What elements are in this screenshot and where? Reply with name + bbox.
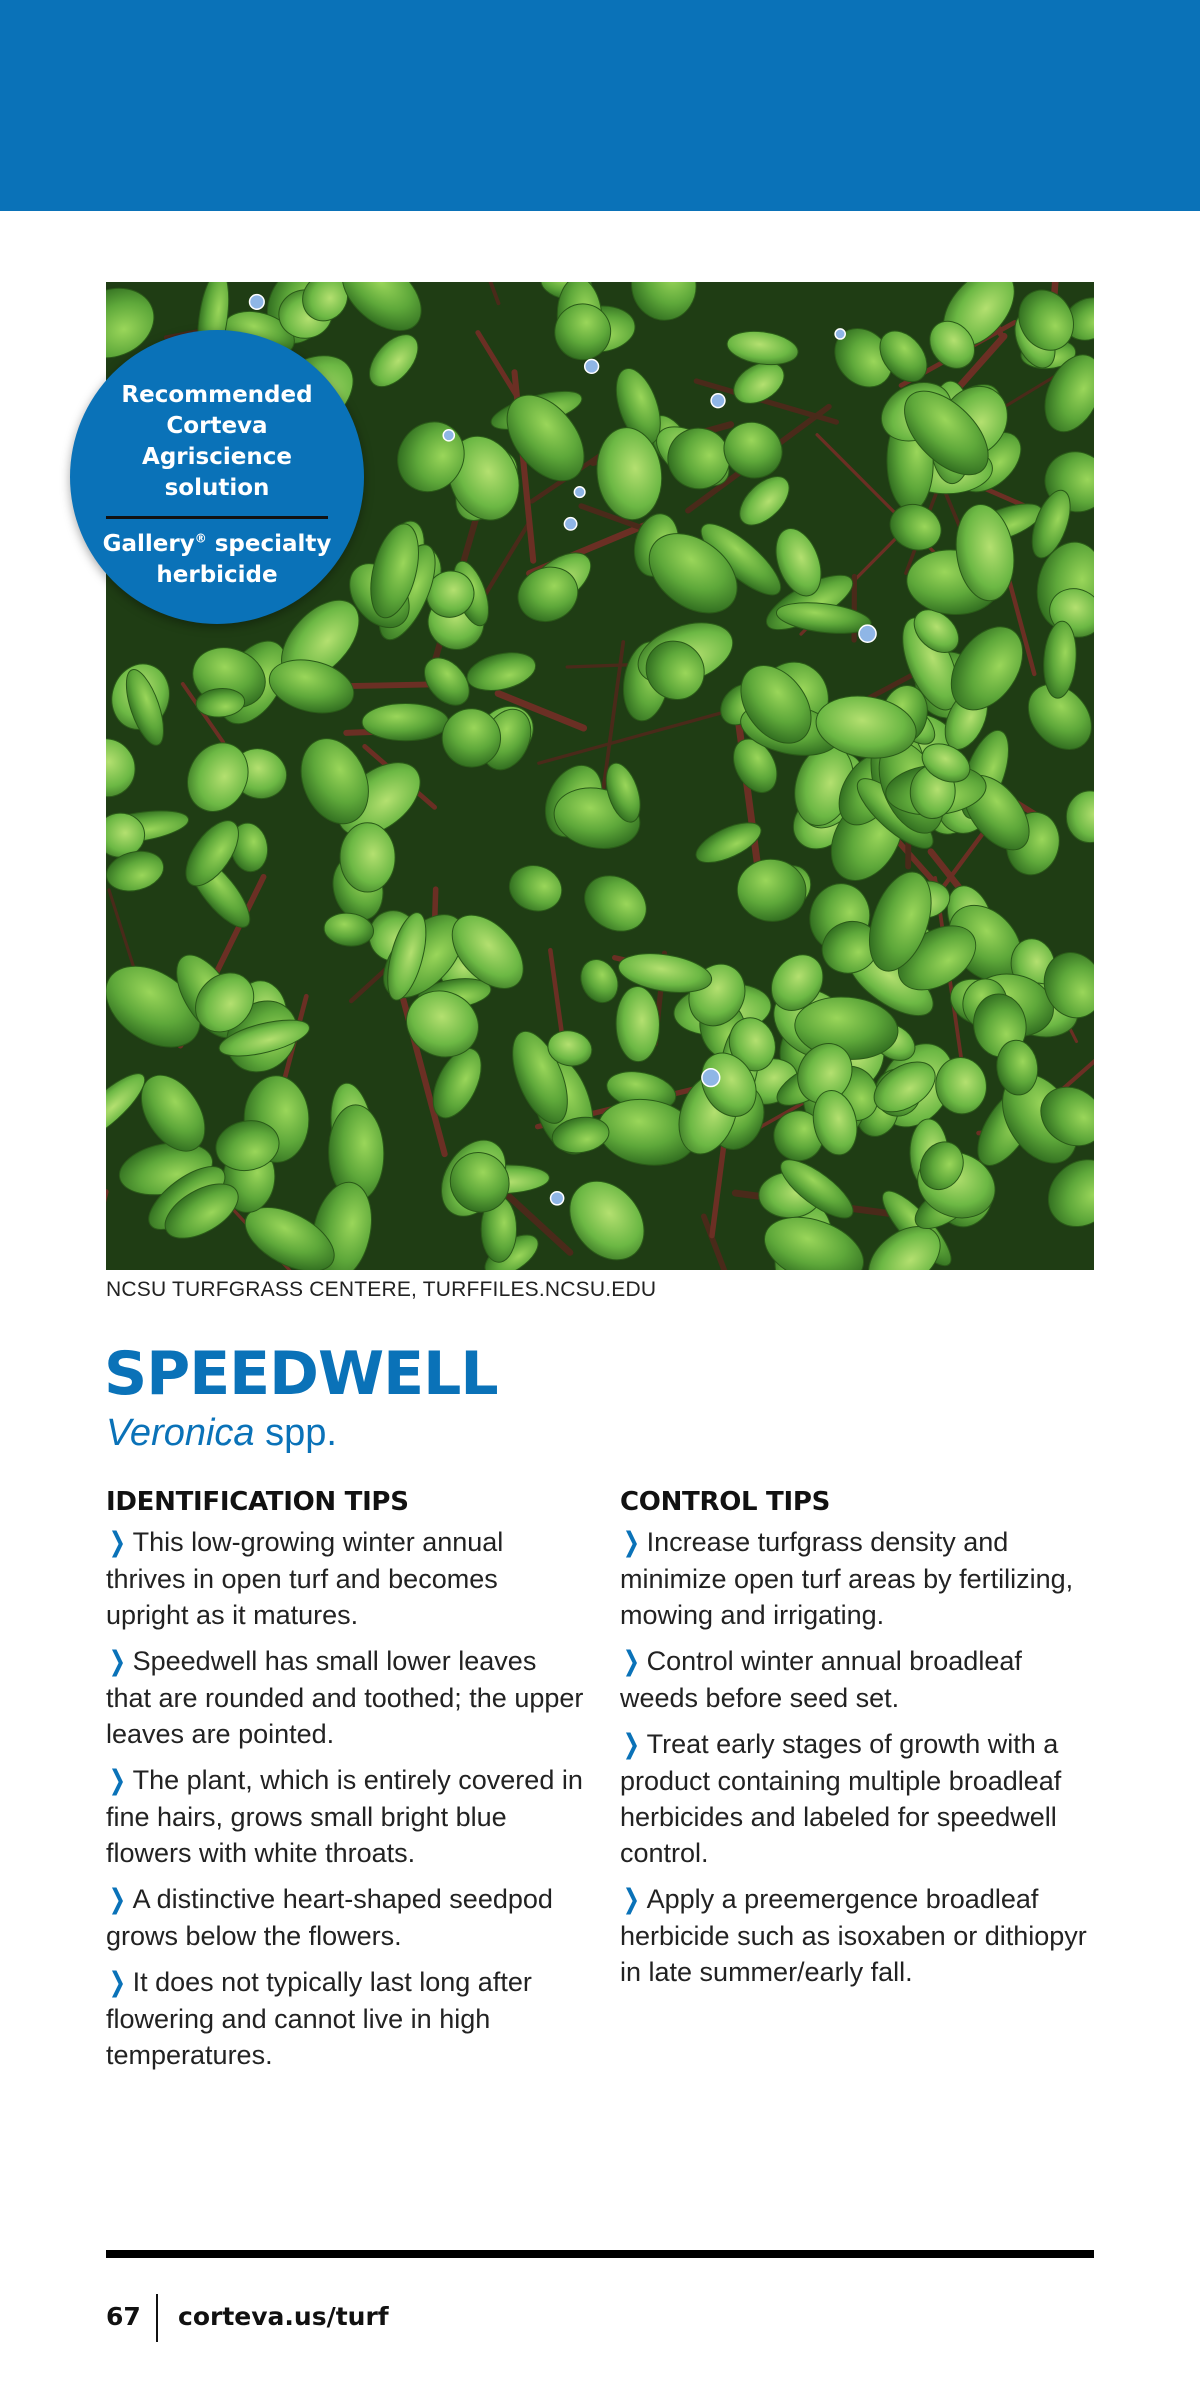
identification-tip-text: Speedwell has small lower leaves that are rounded and toothed; the upper leaves are pointed. (106, 1646, 584, 1749)
chevron-right-icon: ❯ (108, 1527, 126, 1558)
recommended-solution-badge (70, 330, 364, 624)
leaf-shape (340, 823, 395, 892)
genus-name: Veronica (106, 1412, 255, 1454)
flower-shape (443, 430, 454, 441)
control-tip-text: Increase turfgrass density and minimize open turf areas by fertilizing, mowing and irrigating. (620, 1527, 1074, 1630)
identification-tip (106, 1762, 586, 1871)
species-name: spp. (254, 1412, 337, 1454)
identification-tips-section (106, 1484, 586, 2083)
flower-shape (250, 295, 265, 310)
chevron-right-icon: ❯ (108, 1646, 126, 1677)
top-banner (0, 0, 1200, 211)
page-number: 67 (106, 2302, 141, 2331)
control-tips-section (620, 1484, 1100, 2000)
badge-divider (106, 516, 328, 519)
chevron-right-icon: ❯ (622, 1646, 640, 1677)
flower-shape (835, 329, 845, 339)
control-tip-text: Treat early stages of growth with a product containing multiple broadleaf herbicides and labeled for speedwell control. (620, 1729, 1062, 1868)
footer-divider (106, 2250, 1094, 2258)
control-tip (620, 1726, 1100, 1871)
control-tips-heading: CONTROL TIPS (620, 1487, 831, 1517)
badge-product (102, 529, 332, 591)
chevron-right-icon: ❯ (622, 1884, 640, 1915)
flower-shape (585, 359, 599, 373)
leaf-shape (362, 704, 448, 741)
identification-tip-text: It does not typically last long after flowering and cannot live in high temperatures. (106, 1967, 532, 2070)
flower-shape (574, 487, 585, 498)
footer-separator (156, 2294, 158, 2342)
badge-trademark: ® (194, 531, 207, 546)
identification-tip (106, 1524, 586, 1633)
identification-tip (106, 1881, 586, 1954)
control-tip-text: Apply a preemergence broadleaf herbicide such as isoxaben or dithiopyr in late summer/early fall. (620, 1884, 1087, 1987)
chevron-right-icon: ❯ (108, 1967, 126, 1998)
photo-credit: NCSU TURFGRASS CENTERE, TURFFILES.NCSU.EDU (106, 1278, 657, 1301)
badge-product-name: Gallery (102, 531, 195, 557)
flower-shape (564, 518, 576, 530)
chevron-right-icon: ❯ (108, 1765, 126, 1796)
page-title: SPEEDWELL (104, 1339, 498, 1409)
identification-tip (106, 1964, 586, 2073)
badge-heading: Recommended Corteva Agriscience solution (121, 382, 313, 501)
flower-shape (711, 394, 725, 408)
control-tip-text: Control winter annual broadleaf weeds before seed set. (620, 1646, 1022, 1713)
control-tip (620, 1881, 1100, 1990)
control-tip (620, 1643, 1100, 1716)
identification-tip-text: The plant, which is entirely covered in fine hairs, grows small bright blue flowers with white throats. (106, 1765, 583, 1868)
badge-product-rest: specialty herbicide (156, 531, 332, 588)
chevron-right-icon: ❯ (622, 1729, 640, 1760)
chevron-right-icon: ❯ (622, 1527, 640, 1558)
flower-shape (551, 1192, 564, 1205)
control-tip (620, 1524, 1100, 1633)
scientific-name (106, 1410, 337, 1456)
identification-tip-text: A distinctive heart-shaped seedpod grows below the flowers. (106, 1884, 553, 1951)
identification-tip-text: This low-growing winter annual thrives in open turf and becomes upright as it matures. (106, 1527, 504, 1630)
identification-tips-heading: IDENTIFICATION TIPS (106, 1487, 409, 1517)
chevron-right-icon: ❯ (108, 1884, 126, 1915)
website-link[interactable]: corteva.us/turf (178, 2302, 389, 2331)
flower-shape (859, 625, 876, 642)
identification-tip (106, 1643, 586, 1752)
flower-shape (702, 1069, 720, 1087)
